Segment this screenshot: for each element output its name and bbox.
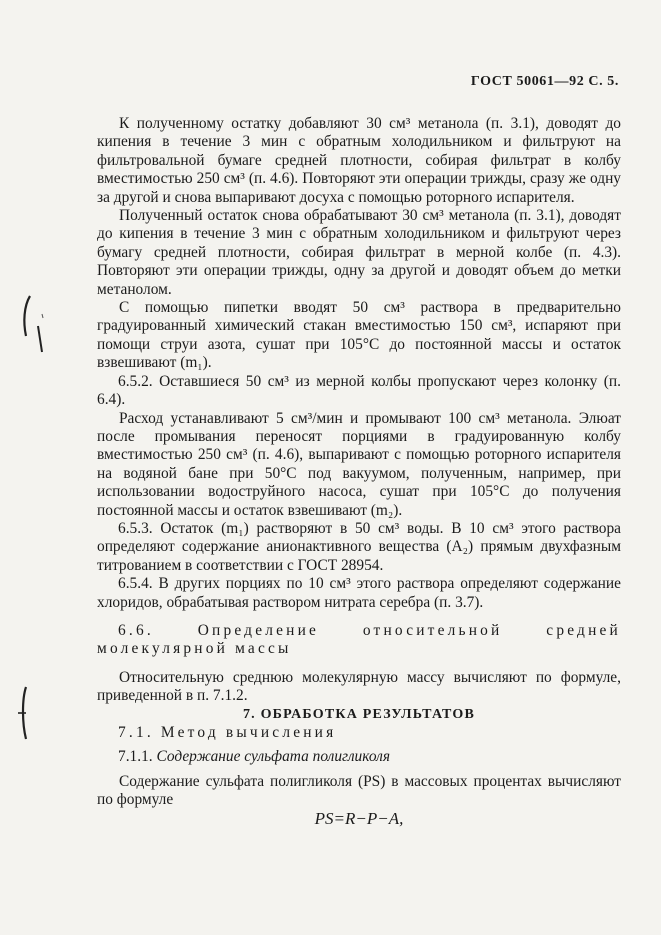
paragraph: 6.5.4. В других порциях по 10 см³ этого раствора определяют содержание хлоридов, обрабатывая раствором нитрата серебра (п. 3.7). xyxy=(97,575,621,611)
heading-title: Содержание сульфата полигликоля xyxy=(156,748,391,766)
paragraph: 6.5.3. Остаток (m₁) растворяют в 50 см³ воды. В 10 см³ этого раствора определяют содержание анионактивного вещества (A₂) прямым двухфазным титрованием в соответствии с ГОСТ 28954. xyxy=(97,519,621,574)
paragraph: С помощью пипетки вводят 50 см³ раствора в предварительно градуированный химический стакан вместимостью 150 см³, испаряют при помощи струи азота, сушат при 105°С до постоянной массы и остаток взвешивают (m₁). xyxy=(97,299,621,372)
subsection-heading-7-1: 7.1. Метод вычисления xyxy=(118,724,337,741)
paragraph: Относительную среднюю молекулярную массу вычисляют по формуле, приведенной в п. 7.1.2. xyxy=(97,668,621,705)
document-body xyxy=(97,115,621,828)
margin-bracket-mark xyxy=(18,292,44,356)
margin-bracket-mark xyxy=(14,683,34,743)
paragraph: Расход устанавливают 5 см³/мин и промывают 100 см³ метанола. Элюат после промывания переносят порциями в градуированную колбу вместимостью 250 см³ (п. 4.6), выпаривают с помощью роторного испарителя на водяной бане при 50°С под вакуумом, полученным, например, при использовании водоструйного насоса, сушат при 105°С до получения постоянной массы и остаток взвешивают (m₂). xyxy=(97,409,621,519)
heading-number: 7.1.1. xyxy=(118,748,153,766)
paragraph: Содержание сульфата полигликоля (PS) в массовых процентах вычисляют по формуле xyxy=(97,772,621,809)
formula: PS=R−P−A, xyxy=(314,808,404,828)
paragraph: К полученному остатку добавляют 30 см³ метанола (п. 3.1), доводят до кипения в течение 3 мин с обратным холодильником и фильтруют на фильтровальной бумаге средней плотности, собирая фильтрат в колбу вместимостью 250 см³ (п. 4.6). Повторяют эти операции трижды, сразу же одну за другой и снова выпаривают досуха с помощью роторного испарителя. xyxy=(97,115,621,206)
page-header: ГОСТ 50061—92 С. 5. xyxy=(470,74,619,89)
section-heading-7: 7. ОБРАБОТКА РЕЗУЛЬТАТОВ xyxy=(242,706,476,722)
subsection-heading-6-6: 6.6. Определение относительной средней молекулярной массы xyxy=(97,621,621,658)
subsection-heading-7-1-1 xyxy=(97,748,621,766)
paragraph: 6.5.2. Оставшиеся 50 см³ из мерной колбы пропускают через колонку (п. 6.4). xyxy=(97,372,621,409)
paragraph: Полученный остаток снова обрабатывают 30 см³ метанола (п. 3.1), доводят до кипения в течение 3 мин с обратным холодильником и фильтруют через бумагу средней плотности, собирая фильтрат в мерной колбе (п. 4.3). Повторяют эти операции трижды, одну за другой и доводят объем до метки метанолом. xyxy=(97,207,621,298)
